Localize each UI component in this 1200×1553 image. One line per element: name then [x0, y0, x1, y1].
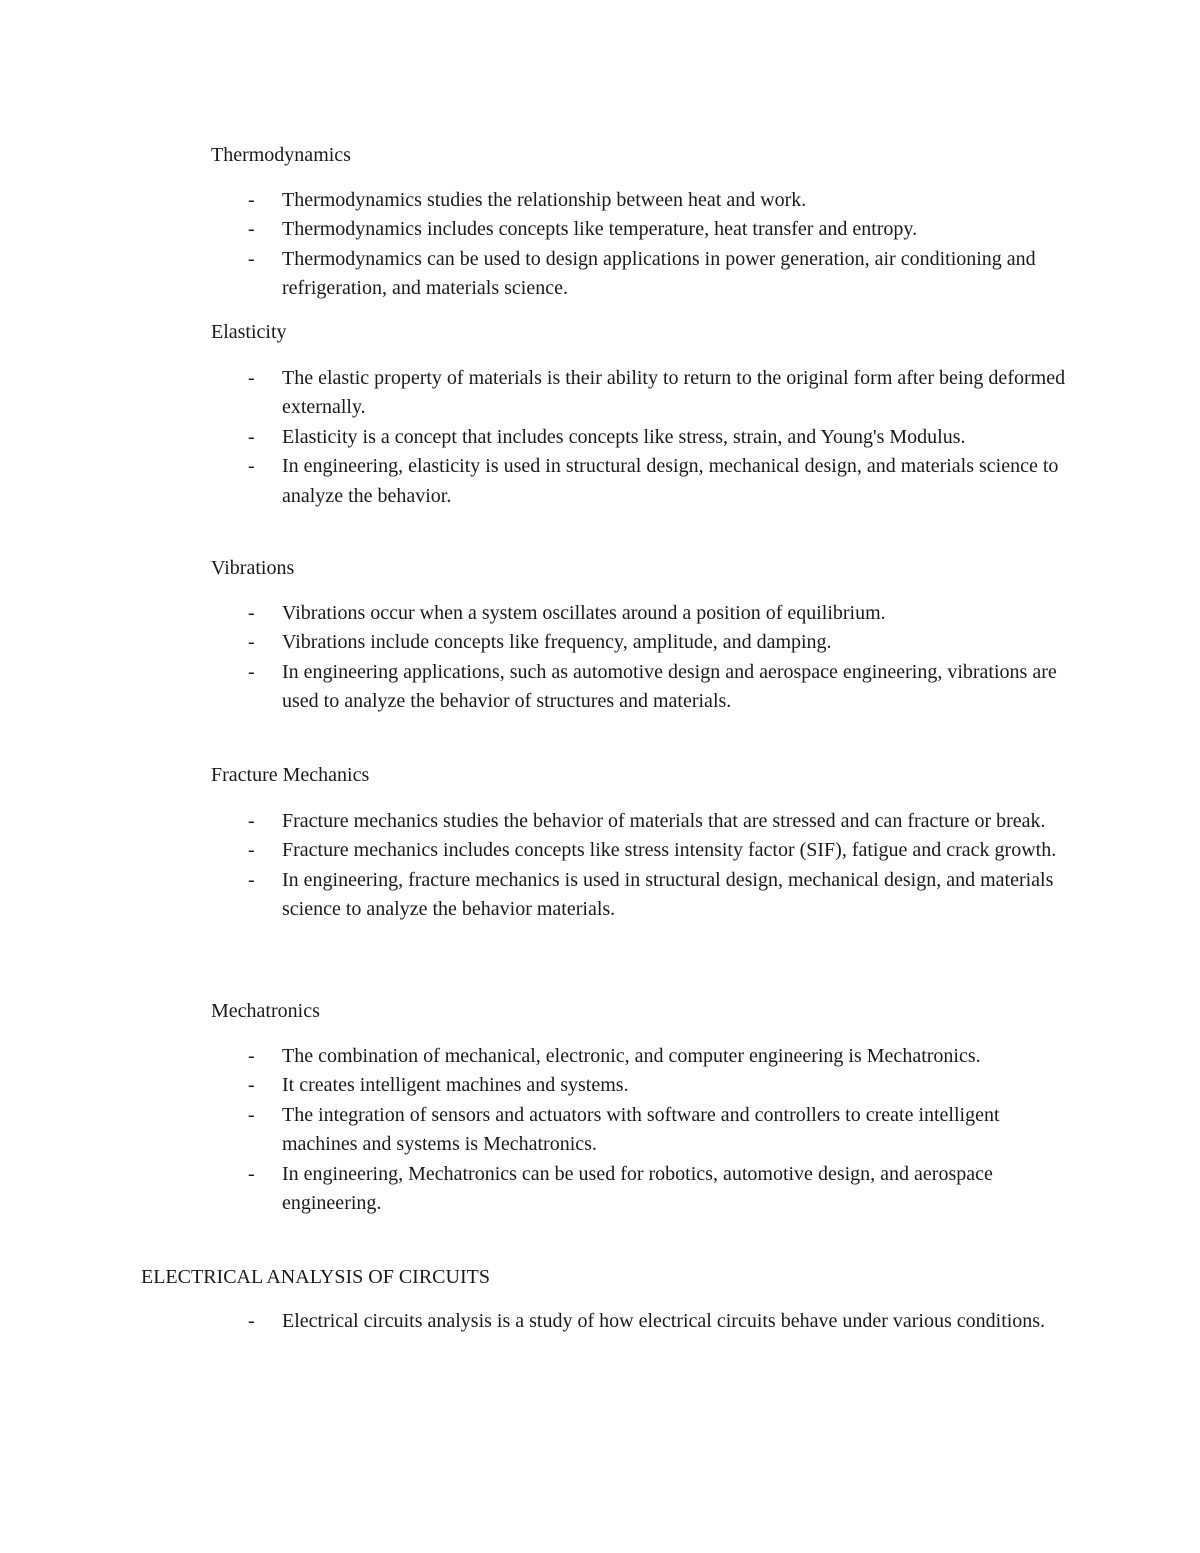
list-item-text: In engineering, Mechatronics can be used for robotics, automotive design, and aerospace engineering.: [282, 1162, 993, 1215]
list-item: [0, 215, 1072, 244]
list-item-text: Vibrations include concepts like frequency, amplitude, and damping.: [282, 631, 832, 654]
bullet-list: [0, 1307, 1200, 1336]
bullet-dash: -: [248, 425, 255, 448]
bullet-dash: -: [248, 1045, 255, 1067]
bullet-dash: -: [248, 1074, 255, 1097]
list-item-text: Electrical circuits analysis is a study of how electrical circuits behave under various conditions.: [282, 1310, 1046, 1332]
list-item: [0, 1101, 1072, 1160]
bullet-dash: -: [248, 839, 255, 862]
list-item-text: Thermodynamics includes concepts like temperature, heat transfer and entropy.: [282, 218, 918, 241]
bullet-list: [0, 186, 1200, 304]
list-item-text: The integration of sensors and actuators with software and controllers to create intelligent machines and systems is Mechatronics.: [282, 1103, 1000, 1156]
list-item: [0, 599, 1072, 628]
list-item-text: In engineering, fracture mechanics is used in structural design, mechanical design, and materials science to analyze the behavior materials.: [282, 868, 1054, 921]
bullet-dash: -: [248, 602, 255, 624]
list-item: [0, 423, 1072, 452]
bullet-dash: -: [248, 247, 255, 270]
list-item: [0, 1042, 1072, 1071]
bullet-dash: -: [248, 810, 255, 832]
section-heading: Fracture Mechanics: [211, 764, 370, 786]
list-item-text: Fracture mechanics studies the behavior of materials that are stressed and can fracture or break.: [282, 810, 1046, 832]
section-heading: Mechatronics: [211, 1000, 320, 1022]
section-heading: ELECTRICAL ANALYSIS OF CIRCUITS: [141, 1266, 490, 1288]
list-item-text: The elastic property of materials is their ability to return to the original form after being deformed externally.: [282, 367, 1066, 419]
bullet-dash: -: [248, 868, 255, 891]
bullet-list: [0, 1042, 1200, 1218]
bullet-list: [0, 599, 1200, 717]
bullet-dash: -: [248, 631, 255, 654]
section-heading: Vibrations: [211, 557, 295, 579]
list-item-text: Thermodynamics studies the relationship between heat and work.: [282, 189, 807, 211]
bullet-dash: -: [248, 455, 255, 478]
list-item: [0, 658, 1072, 717]
list-item: [0, 836, 1072, 865]
list-item: [0, 807, 1072, 836]
list-item: [0, 866, 1072, 925]
list-item-text: In engineering applications, such as automotive design and aerospace engineering, vibrations are used to analyze the behavior of structures and materials.: [282, 660, 1057, 713]
list-item: [0, 628, 1072, 657]
list-item-text: Thermodynamics can be used to design applications in power generation, air conditioning and refrigeration, and materials science.: [282, 247, 1036, 300]
bullet-dash: -: [248, 1103, 255, 1126]
bullet-dash: -: [248, 1310, 255, 1332]
section-heading: Elasticity: [211, 321, 287, 343]
bullet-dash: -: [248, 218, 255, 241]
list-item: [0, 1071, 1072, 1100]
list-item: [0, 452, 1072, 511]
list-item: [0, 245, 1072, 304]
list-item: [0, 1307, 1072, 1336]
list-item-text: The combination of mechanical, electronic, and computer engineering is Mechatronics.: [282, 1045, 981, 1067]
list-item-text: Vibrations occur when a system oscillates around a position of equilibrium.: [282, 602, 886, 624]
bullet-list: [0, 807, 1200, 925]
list-item-text: In engineering, elasticity is used in structural design, mechanical design, and materials science to analyze the behavior.: [282, 455, 1059, 507]
list-item: [0, 364, 1072, 423]
bullet-dash: -: [248, 189, 255, 211]
list-item: [0, 186, 1072, 215]
list-item-text: Elasticity is a concept that includes concepts like stress, strain, and Young's Modulus.: [282, 425, 966, 448]
bullet-dash: -: [248, 1162, 255, 1185]
bullet-dash: -: [248, 660, 255, 683]
bullet-list: [0, 364, 1200, 511]
list-item: [0, 1160, 1072, 1219]
bullet-dash: -: [248, 367, 255, 389]
list-item-text: It creates intelligent machines and systems.: [282, 1074, 629, 1097]
section-heading: Thermodynamics: [211, 144, 351, 166]
list-item-text: Fracture mechanics includes concepts like stress intensity factor (SIF), fatigue and crack growth.: [282, 839, 1057, 862]
